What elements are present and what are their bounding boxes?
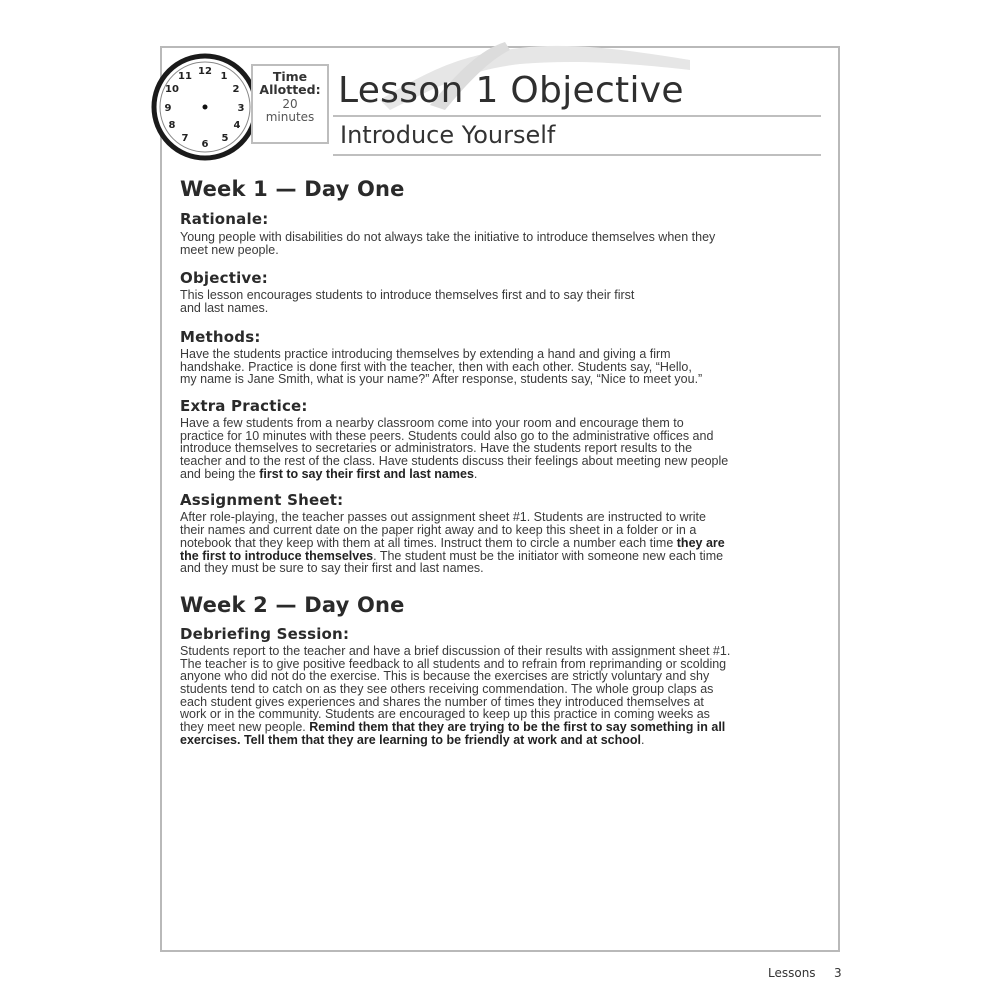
methods-text — [180, 348, 820, 386]
text-line: students tend to catch on as they see others receiving commendation. The whole group claps as — [180, 682, 714, 697]
text-line: Have the students practice introducing themselves by extending a hand and giving a firm — [180, 346, 671, 361]
text-line: and last names. — [180, 301, 269, 316]
text-span: . The student must be the initiator with someone new each time — [373, 548, 724, 563]
rationale-heading: Rationale: — [180, 210, 269, 228]
text-line: handshake. Practice is done first with the teacher, then with each other. Students say, “Hello, — [180, 359, 692, 374]
time-allotted-value: 20 — [282, 97, 298, 112]
emphasis-text: they are — [676, 535, 725, 550]
assignment-sheet-text — [180, 511, 820, 575]
text-span: they meet new people. — [180, 720, 310, 735]
extra-practice-text — [180, 417, 820, 481]
text-line: anyone who did not do the exercise. This is because the exercises are strictly voluntary and shy — [180, 669, 710, 684]
time-allotted-label: Time Allotted: — [259, 69, 321, 98]
week-1-heading: Week 1 — Day One — [180, 177, 405, 201]
text-line: my name is Jane Smith, what is your name?” After response, students say, “Nice to meet you.” — [180, 372, 703, 387]
clock-numeral: 2 — [232, 84, 240, 95]
text-line: This lesson encourages students to introduce themselves first and to say their first — [180, 288, 635, 303]
debriefing-text — [180, 645, 820, 747]
week-2-heading: Week 2 — Day One — [180, 592, 405, 617]
clock-numeral: 5 — [221, 133, 229, 144]
methods-heading: Methods: — [180, 327, 261, 346]
text-line: After role-playing, the teacher passes out assignment sheet #1. Students are instructed to write — [180, 510, 706, 525]
debriefing-heading: Debriefing Session: — [180, 624, 350, 643]
clock-numeral: 11 — [178, 71, 192, 82]
text-line: each student gives experiences and shares the number of times they introduced themselves at — [180, 694, 704, 709]
emphasis-text: first to say their first and last names — [259, 466, 474, 481]
text-line — [180, 734, 820, 747]
time-allotted-unit: minutes — [265, 109, 315, 124]
text-line — [180, 468, 820, 481]
footer-section-label: Lessons — [768, 966, 816, 980]
text-line: Young people with disabilities do not always take the initiative to introduce themselves when they — [180, 230, 716, 244]
title-divider — [333, 115, 821, 117]
clock-numeral: 8 — [168, 120, 176, 131]
text-span: notebook that they keep with them at all times. Instruct them to circle a number each time — [180, 535, 677, 550]
text-line: work or in the community. Students are encouraged to keep up this practice in coming weeks as — [180, 707, 710, 722]
objective-text — [180, 289, 820, 314]
clock-numeral: 12 — [198, 66, 212, 77]
text-line: introduce themselves to secretaries or administrators. Have the students report results to the — [180, 441, 693, 456]
text-line: practice for 10 minutes with these peers. Students could also go to the administrative offices and — [180, 428, 714, 443]
emphasis-text: exercises. Tell them that they are learning to be friendly at work and at school — [180, 732, 642, 747]
text-line: and they must be sure to say their first and last names. — [180, 561, 484, 576]
clock-numeral: 10 — [165, 84, 179, 95]
text-span: and being the — [180, 466, 260, 481]
lesson-content — [180, 170, 820, 747]
lesson-title: Lesson 1 Objective — [338, 70, 684, 111]
emphasis-text: the first to introduce themselves — [180, 548, 374, 563]
text-span: . — [473, 466, 478, 481]
lesson-subtitle: Introduce Yourself — [340, 121, 556, 149]
time-allotted-box — [251, 64, 329, 144]
clock-icon — [150, 52, 260, 162]
page-number: 3 — [834, 966, 842, 980]
clock-numeral: 3 — [237, 103, 245, 114]
emphasis-text: Remind them that they are trying to be the first to say something in all — [309, 720, 726, 735]
text-line: their names and current date on the paper right away and to keep this sheet in a folder or in a — [180, 523, 697, 538]
clock-numeral: 4 — [233, 120, 241, 131]
clock-numeral: 9 — [164, 103, 172, 114]
objective-heading: Objective: — [180, 269, 268, 288]
rationale-text — [180, 231, 820, 256]
assignment-sheet-heading: Assignment Sheet: — [180, 491, 344, 510]
text-line: teacher and to the rest of the class. Have students discuss their feelings about meeting new people — [180, 454, 729, 469]
text-line: Have a few students from a nearby classroom come into your room and encourage them to — [180, 415, 684, 430]
text-line: Students report to the teacher and have a brief discussion of their results with assignment sheet #1. — [180, 643, 731, 658]
text-line: meet new people. — [180, 242, 279, 257]
clock-numeral: 6 — [201, 139, 209, 150]
extra-practice-heading: Extra Practice: — [180, 396, 308, 415]
text-line: The teacher is to give positive feedback to all students and to refrain from reprimanding or scolding — [180, 656, 727, 671]
clock-numeral: 7 — [181, 133, 189, 144]
text-span: . — [641, 732, 645, 747]
clock-numeral: 1 — [220, 71, 228, 82]
subtitle-divider — [333, 154, 821, 156]
